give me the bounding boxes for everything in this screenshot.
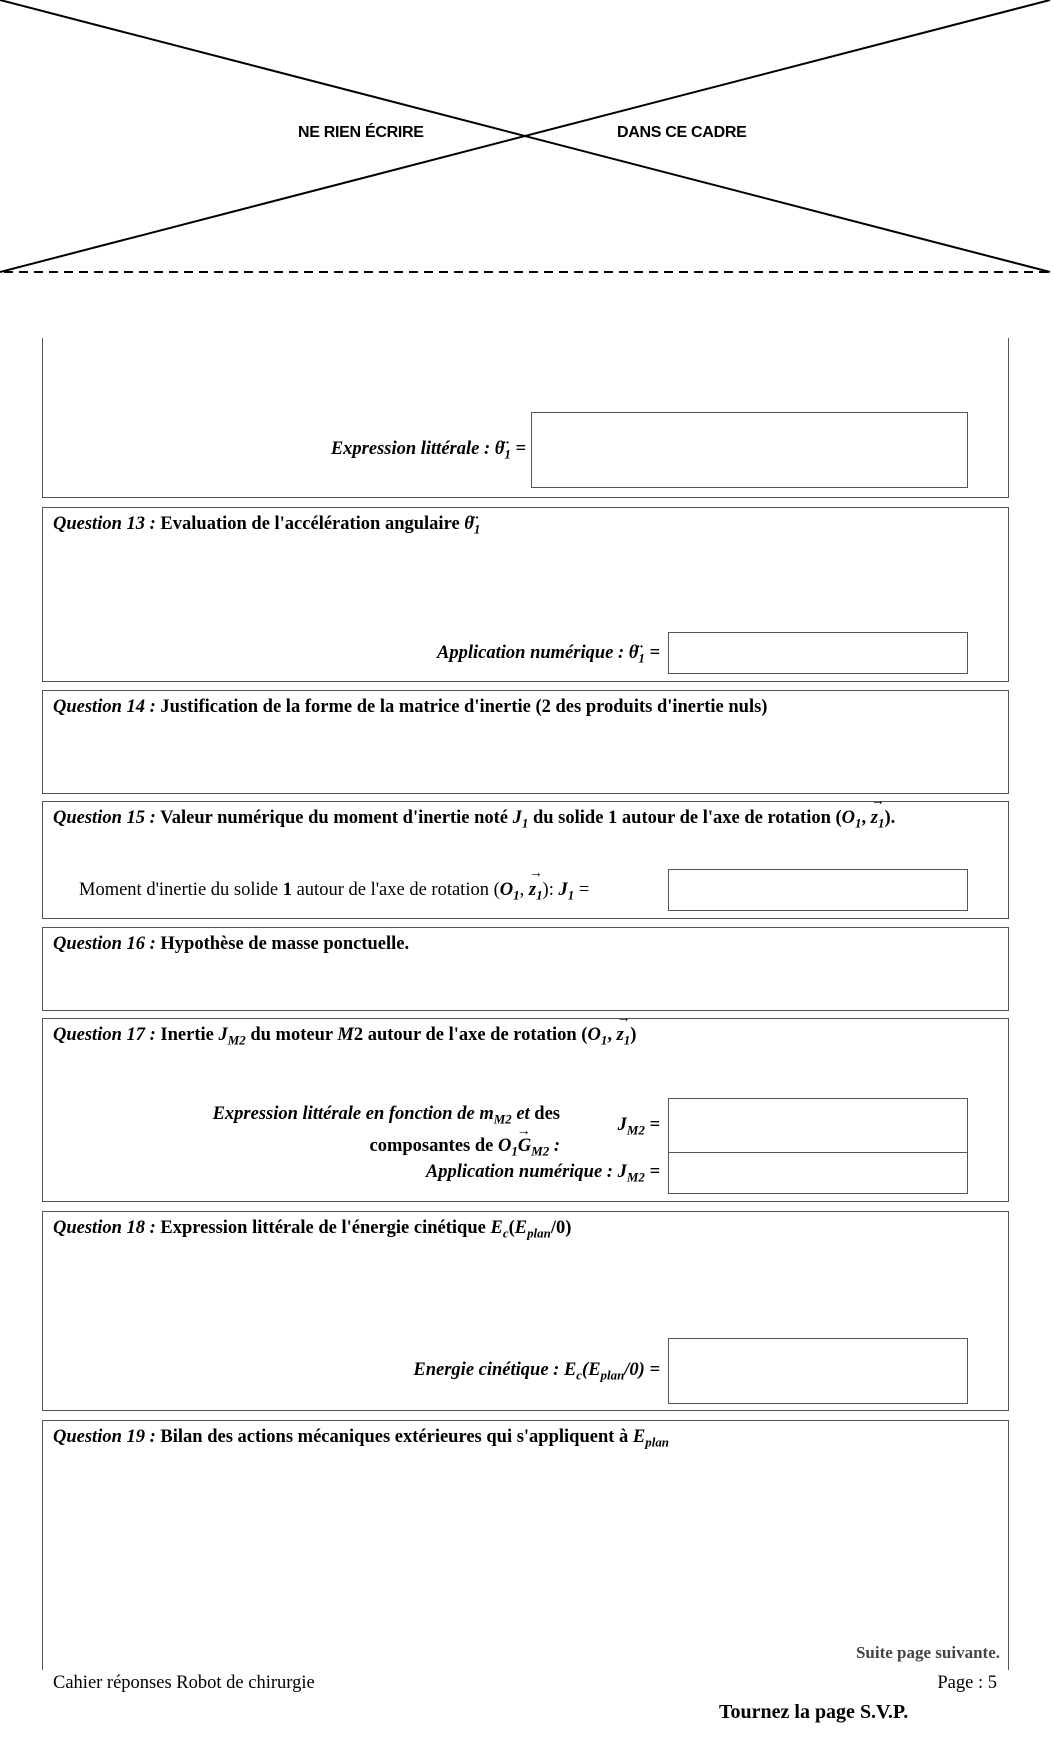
q13-title: Question 13 : Evaluation de l'accélération angulaire $\thetä_1$	[53, 514, 481, 537]
header-left-text: NE RIEN ÉCRIRE	[298, 124, 424, 141]
q12-answer-field[interactable]	[531, 412, 968, 488]
q12-label: Expression littérale : $\thetä_1$ =	[330, 439, 526, 462]
q15-label: Moment d'inertie du solide 1 autour de l'axe de rotation ($O_1$, → $z_1$): $J_1$ =	[79, 880, 589, 904]
q13-box	[42, 507, 1009, 682]
header-right-text: DANS CE CADRE	[617, 124, 747, 141]
q18-answer-field[interactable]	[668, 1338, 968, 1404]
q18-label: Energie cinétique : $E_c(E_{plan}/0)$ =	[413, 1360, 660, 1383]
footer-doc-title: Cahier réponses Robot de chirurgie	[53, 1673, 315, 1693]
q15-title: Question 15 : Valeur numérique du moment d'inertie noté $J_1$ du solide 1 autour de l'axe de rotation ($O_1$, → $z_1$).	[53, 808, 895, 832]
q18-title: Question 18 : Expression littérale de l'énergie cinétique $E_c(E_{plan}/0)$	[53, 1218, 572, 1241]
q15-answer-field[interactable]	[668, 869, 968, 911]
q18-box	[42, 1211, 1009, 1411]
q16-text: Hypothèse de masse ponctuelle.	[160, 934, 410, 954]
q16-box	[42, 927, 1009, 1011]
q17-number: Question 17 :	[53, 1025, 156, 1045]
q17-app-answer-field[interactable]	[668, 1152, 968, 1194]
q16-title	[53, 934, 409, 955]
q18-number: Question 18 :	[53, 1218, 156, 1238]
q17-title: Question 17 : Inertie $J_{M2}$ du moteur M2 autour de l'axe de rotation ($O_1$, → $z_1$)	[53, 1025, 636, 1049]
q19-number: Question 19 :	[53, 1427, 156, 1447]
continue-note: Suite page suivante.	[855, 1643, 1000, 1662]
q14-box	[42, 690, 1009, 794]
q12-box	[42, 338, 1009, 498]
q15-box	[42, 801, 1009, 919]
q14-number: Question 14 :	[53, 697, 156, 717]
footer-turn-page: Tournez la page S.V.P.	[719, 1701, 909, 1723]
q17-jm2-label: $J_{M2}$ =	[617, 1115, 660, 1138]
no-write-cross	[0, 0, 1054, 280]
q14-text: Justification de la forme de la matrice d'inertie (2 des produits d'inertie nuls)	[160, 697, 768, 717]
q14-title	[53, 697, 767, 718]
q16-number: Question 16 :	[53, 934, 156, 954]
q17-expr-label: Expression littérale en fonction de $m_{M2}$ et des composantes de → $O_1G_{M2}$ :	[213, 1101, 560, 1164]
q13-label: Application numérique : $\thetä_1$ =	[437, 643, 660, 666]
q19-box	[42, 1420, 1009, 1670]
q13-number: Question 13 :	[53, 514, 156, 534]
q15-number: Question 15 :	[53, 808, 156, 828]
q13-answer-field[interactable]	[668, 632, 968, 674]
q17-box	[42, 1018, 1009, 1202]
q19-title: Question 19 : Bilan des actions mécaniques extérieures qui s'appliquent à $E_{plan}$	[53, 1427, 669, 1450]
footer-page-number: Page : 5	[937, 1673, 997, 1693]
q17-app-label: Application numérique : $J_{M2}$ =	[425, 1162, 660, 1185]
q17-expr-answer-field[interactable]	[668, 1098, 968, 1154]
